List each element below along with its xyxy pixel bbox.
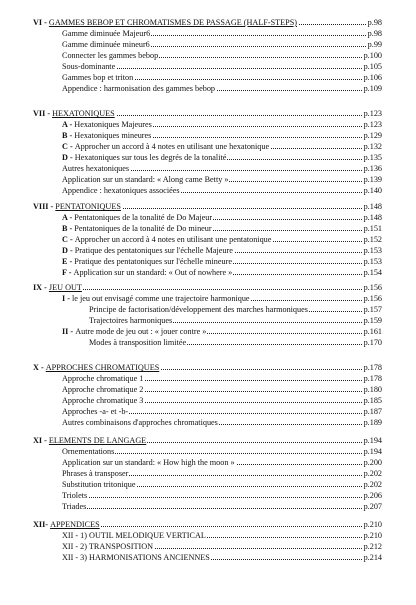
page-number: p.212 xyxy=(363,542,382,551)
section-vii-heading[interactable] xyxy=(0,108,416,119)
page-number: p.180 xyxy=(363,385,382,394)
entry-text: Ornementations xyxy=(62,447,115,456)
toc-entry[interactable] xyxy=(0,446,416,457)
page-number: p.123 xyxy=(363,120,382,129)
section-vi xyxy=(0,17,416,94)
toc-entry[interactable] xyxy=(0,337,416,348)
section-vi-heading[interactable] xyxy=(0,17,416,28)
toc-entry[interactable] xyxy=(0,50,416,61)
page-number: p.214 xyxy=(363,553,382,562)
toc-entry[interactable] xyxy=(0,326,416,337)
toc-entry[interactable] xyxy=(0,39,416,50)
page-number: p.148 xyxy=(363,202,382,211)
entry-prefix: B - xyxy=(62,131,75,140)
entry-text: Approche chromatique 1 xyxy=(62,374,144,383)
page-number: p.139 xyxy=(363,175,382,184)
toc-entry[interactable] xyxy=(0,501,416,512)
page-number: p.106 xyxy=(363,73,382,82)
entry-text: Autre mode de jeu out : « jouer contre » xyxy=(75,327,207,336)
page-number: p.207 xyxy=(363,502,382,511)
page-number: p.152 xyxy=(363,235,382,244)
page-number: p.206 xyxy=(363,491,382,500)
entry-text: Triades xyxy=(62,502,87,511)
toc-entry[interactable] xyxy=(0,490,416,501)
toc-entry[interactable] xyxy=(0,185,416,196)
page-number: p.100 xyxy=(363,51,382,60)
dot-leader xyxy=(70,68,382,69)
entry-text: le jeu out envisagé comme une trajectoire harmonique xyxy=(72,294,250,303)
entry-text: Substitution tritonique xyxy=(62,480,136,489)
page-number: p.161 xyxy=(363,327,382,336)
dot-leader xyxy=(70,453,382,454)
entry-prefix: II - xyxy=(62,327,76,336)
entry-text: Gamme diminuée Majeur6 xyxy=(62,29,151,38)
entry-prefix: E - xyxy=(62,257,75,266)
toc-entry[interactable] xyxy=(0,315,416,326)
toc-entry[interactable] xyxy=(0,234,416,245)
toc-entry[interactable] xyxy=(0,245,416,256)
entry-text: Pentatoniques de la tonalité de Do Majeur xyxy=(74,213,213,222)
toc-entry[interactable] xyxy=(0,457,416,468)
toc-entry[interactable] xyxy=(0,223,416,234)
dot-leader xyxy=(40,289,382,290)
page-number: p.153 xyxy=(363,257,382,266)
entry-text: Hexatoniques mineures xyxy=(74,131,152,140)
section-xii xyxy=(0,519,416,563)
entry-prefix: D - xyxy=(62,246,75,255)
entry-text: Approcher un accord à 4 notes en utilisant une hexatonique xyxy=(74,142,270,151)
toc-entry[interactable] xyxy=(0,152,416,163)
toc-entry[interactable] xyxy=(0,417,416,428)
page-number: p.99 xyxy=(367,40,382,49)
page-number: p.109 xyxy=(363,84,382,93)
entry-text: Gammes bop et triton xyxy=(62,73,134,82)
entry-text: Application sur un standard: « How high the moon » xyxy=(62,458,235,467)
entry-text: Approches -a- et -b- xyxy=(62,407,129,416)
entry-text: XII - 2) TRANSPOSITION xyxy=(62,542,154,551)
section-title: JEU OUT xyxy=(48,283,82,292)
page-number: p.98 xyxy=(367,29,382,38)
page-number: p.210 xyxy=(363,531,382,540)
page-number: p.98 xyxy=(367,18,382,27)
entry-prefix: A - xyxy=(62,120,75,129)
toc-entry[interactable] xyxy=(0,406,416,417)
section-prefix: IX - xyxy=(33,283,49,292)
entry-text: Phrases à transposer xyxy=(62,469,129,478)
section-ix-heading[interactable] xyxy=(0,282,416,293)
section-title: APPROCHES CHROMATIQUES xyxy=(45,363,160,372)
page-number: p.154 xyxy=(363,268,382,277)
entry-text: Hexatoniques Majeures xyxy=(74,120,152,129)
entry-text: Principe de factorisation/développement des marches harmoniques xyxy=(89,305,308,314)
section-prefix: X - xyxy=(33,363,46,372)
entry-text: Application sur un standard: « Out of nowhere » xyxy=(73,268,233,277)
page-number: p.156 xyxy=(363,294,382,303)
entry-text: Trajectoires harmoniques xyxy=(89,316,173,325)
toc-entry[interactable] xyxy=(0,256,416,267)
entry-text: Triolets xyxy=(62,491,88,500)
entry-text: Modes à transposition limitée xyxy=(89,338,187,347)
entry-text: Sous-dominante xyxy=(62,62,116,71)
toc-entry[interactable] xyxy=(0,83,416,94)
page-number: p.194 xyxy=(363,447,382,456)
entry-text: Pratique des pentatoniques sur l'échelle Majeure xyxy=(74,246,233,255)
toc-entry[interactable] xyxy=(0,293,416,304)
entry-text: Autres combinaisons d'approches chromatiques xyxy=(62,418,218,427)
entry-prefix: D - xyxy=(62,153,75,162)
entry-text: Gamme diminuée mineur6 xyxy=(62,40,150,49)
toc-entry[interactable] xyxy=(0,373,416,384)
entry-prefix: I - xyxy=(62,294,73,303)
toc-entry[interactable] xyxy=(0,174,416,185)
toc-entry[interactable] xyxy=(0,267,416,278)
entry-prefix: F - xyxy=(62,268,74,277)
dot-leader xyxy=(70,497,382,498)
page-number: p.185 xyxy=(363,396,382,405)
section-title: HEXATONIQUES xyxy=(52,109,115,118)
entry-text: Pratique des pentatoniques sur l'échelle mineure xyxy=(74,257,232,266)
page-number: p.157 xyxy=(363,305,382,314)
entry-text: Pentatoniques de la tonalité de Do mineur xyxy=(74,224,212,233)
entry-text: Connecter les gammes bebop xyxy=(62,51,159,60)
toc-entry[interactable] xyxy=(0,72,416,83)
page-number: p.178 xyxy=(363,374,382,383)
toc-entry[interactable] xyxy=(0,552,416,563)
page-number: p.200 xyxy=(363,458,382,467)
page-number: p.170 xyxy=(363,338,382,347)
section-xi-heading[interactable] xyxy=(0,435,416,446)
section-xii-heading[interactable] xyxy=(0,519,416,530)
page-number: p.140 xyxy=(363,186,382,195)
page-number: p.202 xyxy=(363,480,382,489)
page-number: p.129 xyxy=(363,131,382,140)
section-x xyxy=(0,362,416,428)
toc-entry[interactable] xyxy=(0,395,416,406)
toc-entry[interactable] xyxy=(0,212,416,223)
section-x-heading[interactable] xyxy=(0,362,416,373)
entry-prefix: C - xyxy=(62,142,75,151)
page-number: p.159 xyxy=(363,316,382,325)
page-number: p.123 xyxy=(363,109,382,118)
toc-entry[interactable] xyxy=(0,530,416,541)
page-number: p.189 xyxy=(363,418,382,427)
page-number: p.210 xyxy=(363,520,382,529)
page-number: p.156 xyxy=(363,283,382,292)
entry-prefix: A - xyxy=(62,213,75,222)
entry-text: Approcher un accord à 4 notes en utilisant une pentatonique xyxy=(74,235,272,244)
section-title: APPENDICES xyxy=(50,520,100,529)
section-prefix: XI - xyxy=(33,436,49,445)
page-number: p.202 xyxy=(363,469,382,478)
entry-prefix: C - xyxy=(62,235,75,244)
page-number: p.153 xyxy=(363,246,382,255)
entry-text: Autres hexatoniques xyxy=(62,164,130,173)
dot-leader xyxy=(70,508,382,509)
entry-text: Appendice : harmonisation des gammes bebop xyxy=(62,84,216,93)
page-number: p.135 xyxy=(363,153,382,162)
entry-text: XII - 1) OUTIL MELODIQUE VERTICAL xyxy=(62,531,206,540)
toc-entry[interactable] xyxy=(0,119,416,130)
toc-entry[interactable] xyxy=(0,304,416,315)
section-viii xyxy=(0,201,416,278)
toc-entry[interactable] xyxy=(0,479,416,490)
section-prefix: VI - xyxy=(33,18,49,27)
page-number: p.132 xyxy=(363,142,382,151)
entry-text: Approche chromatique 3 xyxy=(62,396,144,405)
entry-text: Approche chromatique 2 xyxy=(62,385,144,394)
toc-entry[interactable] xyxy=(0,541,416,552)
section-vii xyxy=(0,108,416,196)
section-title: PENTATONIQUES xyxy=(55,202,121,211)
entry-text: Application sur un standard: « Along came Betty » xyxy=(62,175,229,184)
entry-text: Hexatoniques sur tous les degrés de la tonalité xyxy=(74,153,227,162)
toc-entry[interactable] xyxy=(0,141,416,152)
toc-entry[interactable] xyxy=(0,468,416,479)
section-title: GAMMES BEBOP ET CHROMATISMES DE PASSAGE (HALF-STEPS) xyxy=(48,18,298,27)
entry-text: Appendice : hexatoniques associées xyxy=(62,186,180,195)
section-prefix: VIII - xyxy=(33,202,56,211)
page-number: p.148 xyxy=(363,213,382,222)
toc-entry[interactable] xyxy=(0,28,416,39)
section-prefix: XII- xyxy=(33,520,51,529)
toc-entry[interactable] xyxy=(0,61,416,72)
toc-entry[interactable] xyxy=(0,130,416,141)
section-ix xyxy=(0,282,416,348)
section-prefix: VII - xyxy=(33,109,53,118)
entry-prefix: B - xyxy=(62,224,75,233)
section-viii-heading[interactable] xyxy=(0,201,416,212)
entry-text: XII - 3) HARMONISATIONS ANCIENNES xyxy=(62,553,210,562)
section-title: ELEMENTS DE LANGAGE xyxy=(48,436,147,445)
toc-entry[interactable] xyxy=(0,163,416,174)
page-number: p.151 xyxy=(363,224,382,233)
page-number: p.187 xyxy=(363,407,382,416)
toc-entry[interactable] xyxy=(0,384,416,395)
page-number: p.194 xyxy=(363,436,382,445)
page-number: p.178 xyxy=(363,363,382,372)
page-number: p.136 xyxy=(363,164,382,173)
section-xi xyxy=(0,435,416,512)
page-number: p.105 xyxy=(363,62,382,71)
